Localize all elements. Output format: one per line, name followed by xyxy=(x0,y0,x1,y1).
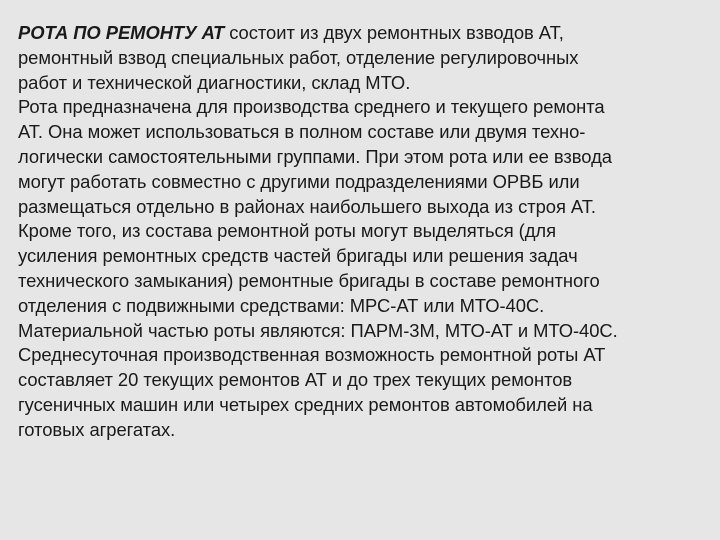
text-line-14: Среднесуточная производственная возможность ремонтной роты АТ xyxy=(18,344,606,366)
text-line-11: технического замыкания) ремонтные бригады в составе ремонтного xyxy=(18,269,600,291)
text-line-1 xyxy=(18,21,710,46)
text-line-1-rest: состоит из двух ремонтных взводов АТ, xyxy=(224,22,564,43)
text-line-15: составляет 20 текущих ремонтов АТ и до трех текущих ремонтов xyxy=(18,369,573,391)
text-line-3: работ и технической диагностики, склад МТО. xyxy=(18,71,411,93)
text-line-4: Рота предназначена для производства среднего и текущего ремонта xyxy=(18,96,605,118)
text-line-6: логически самостоятельными группами. При этом рота или ее взвода xyxy=(18,145,612,167)
text-line-12: отделения с подвижными средствами: МРС-АТ или МТО-40С. xyxy=(18,294,545,316)
text-line-9: Кроме того, из состава ремонтной роты могут выделяться (для xyxy=(18,220,557,242)
text-line-7: могут работать совместно с другими подразделениями ОРВБ или xyxy=(18,170,580,192)
text-line-8: размещаться отдельно в районах наибольшего выхода из строя АТ. xyxy=(18,195,596,217)
text-line-13: Материальной частью роты являются: ПАРМ-3М, МТО-АТ и МТО-40С. xyxy=(18,319,618,341)
text-line-17: готовых агрегатах. xyxy=(18,418,176,440)
text-line-16: гусеничных машин или четырех средних ремонтов автомобилей на xyxy=(18,393,593,415)
text-line-5: АТ. Она может использоваться в полном составе или двумя техно- xyxy=(18,121,586,143)
text-line-10: усиления ремонтных средств частей бригады или решения задач xyxy=(18,245,578,267)
text-line-2: ремонтный взвод специальных работ, отделение регулировочных xyxy=(18,46,579,68)
lead-heading: РОТА ПО РЕМОНТУ АТ xyxy=(18,22,225,43)
